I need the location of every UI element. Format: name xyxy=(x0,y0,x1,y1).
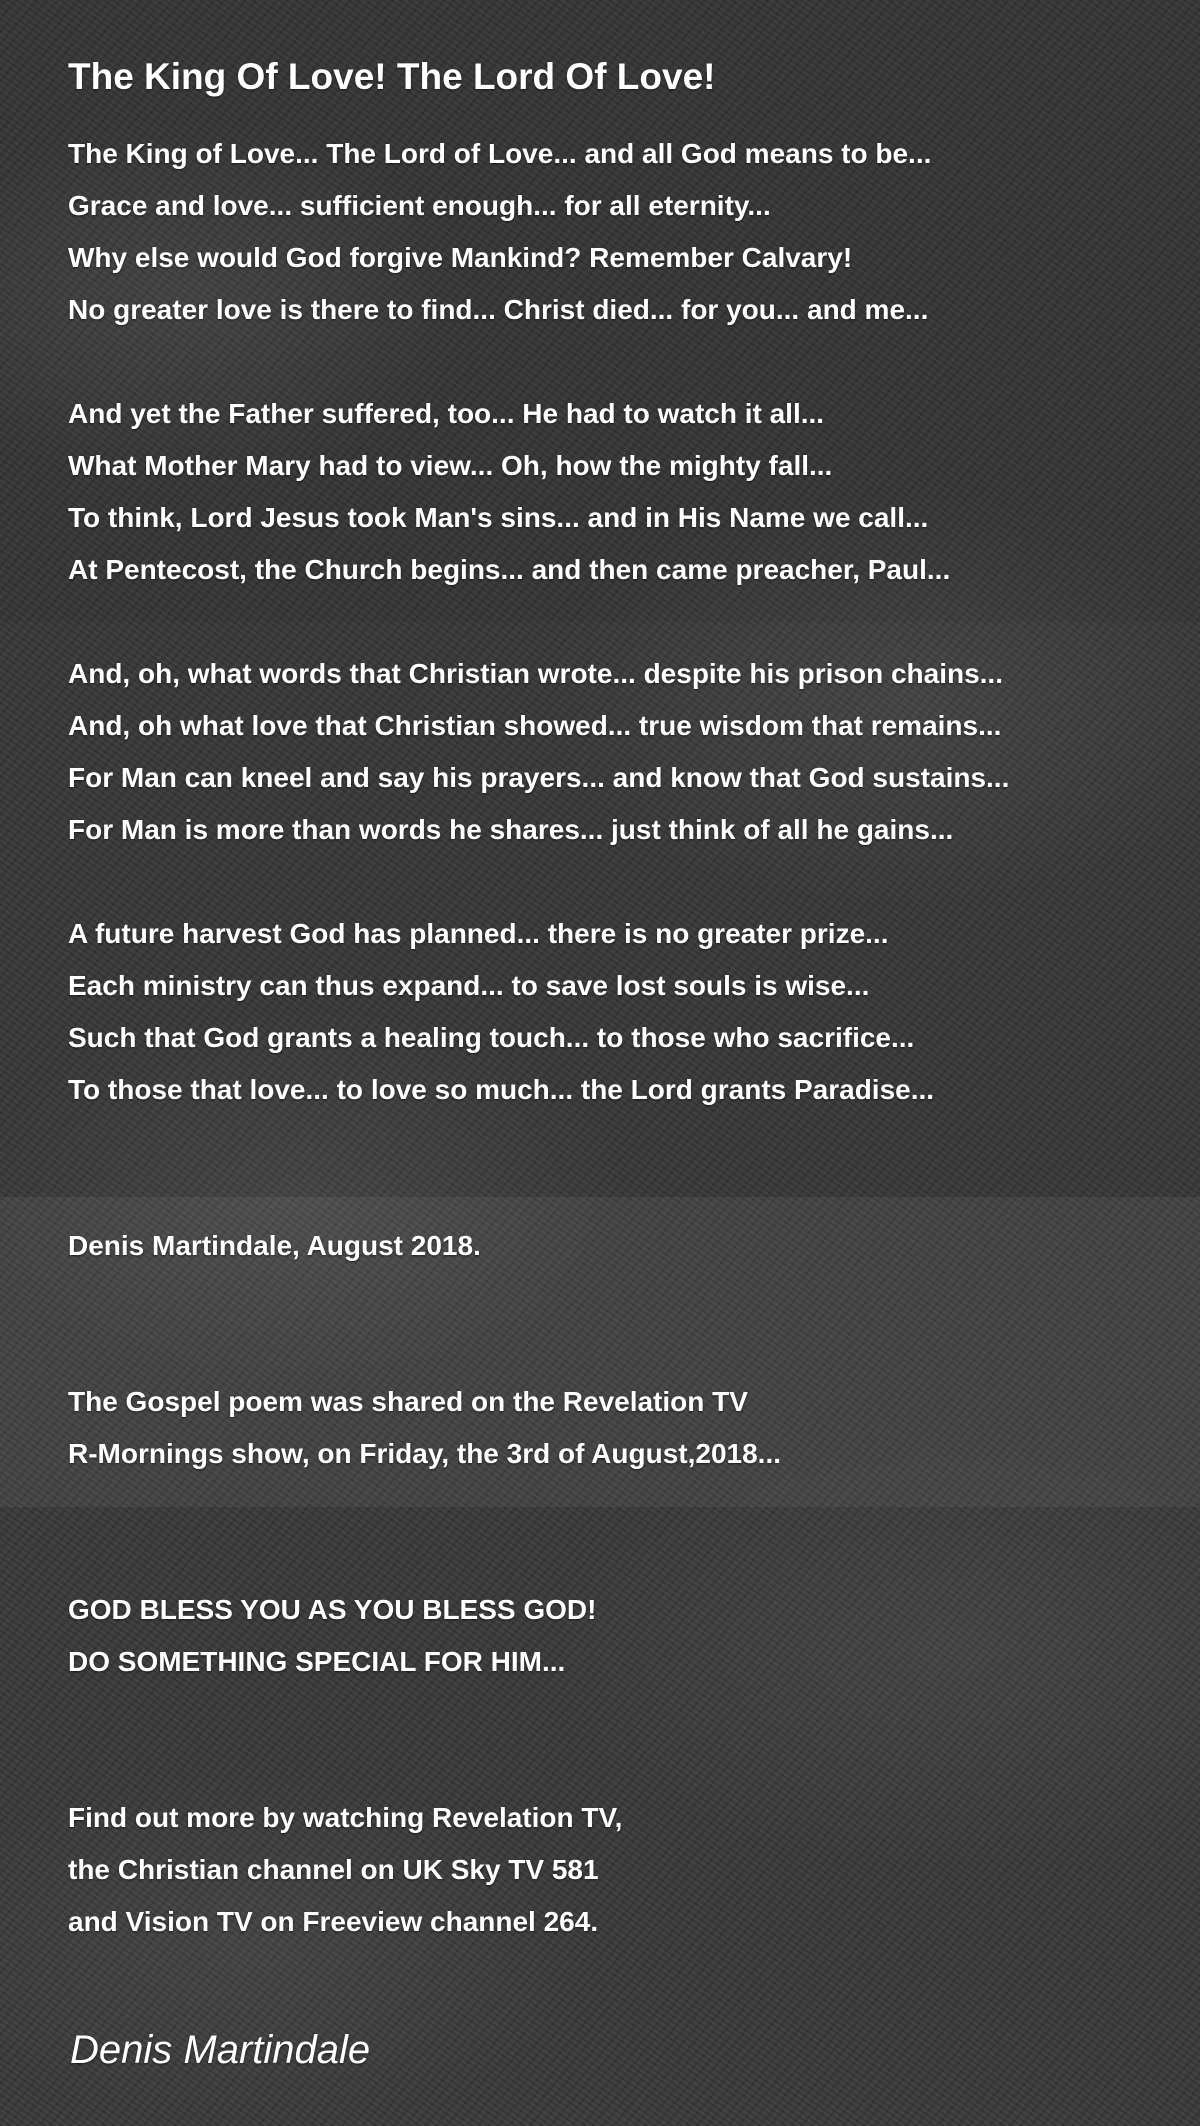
poem-line: For Man is more than words he shares... just think of all he gains... xyxy=(68,814,954,845)
stanza-3 xyxy=(68,648,1188,856)
poem-line: To think, Lord Jesus took Man's sins... and in His Name we call... xyxy=(68,502,929,533)
poem-line: Each ministry can thus expand... to save lost souls is wise... xyxy=(68,970,870,1001)
stanza-1 xyxy=(68,128,1188,336)
spacer xyxy=(68,1688,1188,1792)
signature-line-block xyxy=(68,1220,1188,1272)
poem-line: For Man can kneel and say his prayers... and know that God sustains... xyxy=(68,762,1010,793)
poem-line: Such that God grants a healing touch... to those who sacrifice... xyxy=(68,1022,915,1053)
find-out-more xyxy=(68,1792,1188,1948)
blessing-line: DO SOMETHING SPECIAL FOR HIM... xyxy=(68,1646,566,1677)
poem-line: At Pentecost, the Church begins... and then came preacher, Paul... xyxy=(68,554,951,585)
poem-line: No greater love is there to find... Christ died... for you... and me... xyxy=(68,294,929,325)
blessing-line: GOD BLESS YOU AS YOU BLESS GOD! xyxy=(68,1594,597,1625)
shared-note-line: The Gospel poem was shared on the Revelation TV xyxy=(68,1386,748,1417)
poem-line: The King of Love... The Lord of Love... and all God means to be... xyxy=(68,138,932,169)
find-out-more-line: Find out more by watching Revelation TV, xyxy=(68,1802,623,1833)
stanza-2 xyxy=(68,388,1188,596)
find-out-more-line: and Vision TV on Freeview channel 264. xyxy=(68,1906,599,1937)
blessing xyxy=(68,1584,1188,1688)
poem-title: The King Of Love! The Lord Of Love! xyxy=(68,56,716,97)
stanza-4 xyxy=(68,908,1188,1116)
find-out-more-line: the Christian channel on UK Sky TV 581 xyxy=(68,1854,599,1885)
poem-line: Why else would God forgive Mankind? Remember Calvary! xyxy=(68,242,853,273)
spacer xyxy=(68,1116,1188,1220)
signature-line: Denis Martindale, August 2018. xyxy=(68,1230,481,1261)
spacer xyxy=(68,1272,1188,1376)
poem-line: To those that love... to love so much... the Lord grants Paradise... xyxy=(68,1074,935,1105)
shared-note-line: R-Mornings show, on Friday, the 3rd of August,2018... xyxy=(68,1438,782,1469)
poem-line: And yet the Father suffered, too... He had to watch it all... xyxy=(68,398,825,429)
poem-line: And, oh, what words that Christian wrote... despite his prison chains... xyxy=(68,658,1003,689)
poem-line: A future harvest God has planned... there is no greater prize... xyxy=(68,918,889,949)
shared-note xyxy=(68,1376,1188,1480)
author-name: Denis Martindale xyxy=(70,2028,371,2072)
poem-content xyxy=(68,48,1188,1948)
poem-line: And, oh what love that Christian showed... true wisdom that remains... xyxy=(68,710,1002,741)
spacer xyxy=(68,1480,1188,1584)
poem-line: What Mother Mary had to view... Oh, how the mighty fall... xyxy=(68,450,833,481)
poem-line: Grace and love... sufficient enough... for all eternity... xyxy=(68,190,771,221)
